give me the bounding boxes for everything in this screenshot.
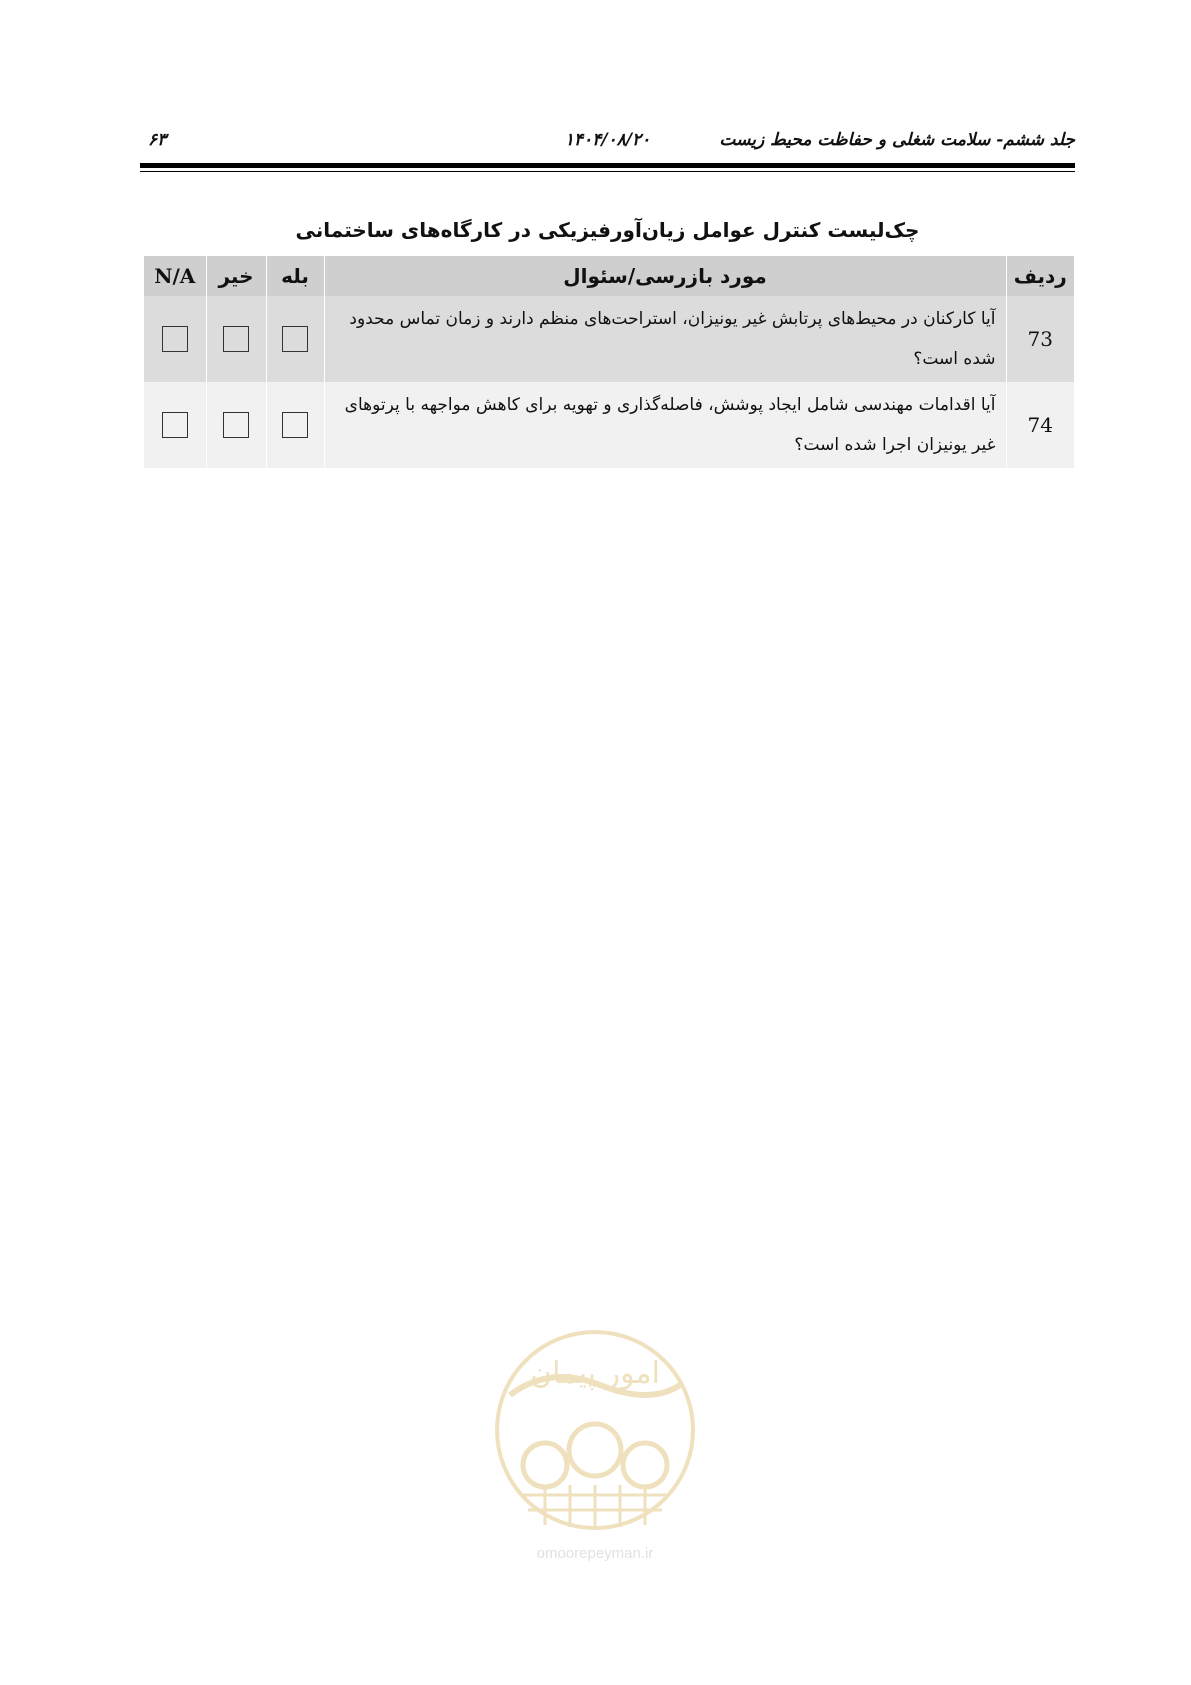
col-header-na: N/A	[144, 256, 206, 296]
table-header-row	[144, 256, 1074, 296]
table-row	[144, 296, 1074, 382]
col-header-no: خیر	[206, 256, 266, 296]
header-date: ۱۴۰۴/۰۸/۲۰	[564, 130, 651, 150]
col-header-yes: بله	[266, 256, 324, 296]
table-row	[144, 382, 1074, 468]
company-seal-logo-icon	[490, 1325, 700, 1540]
page-header	[140, 130, 1075, 160]
na-cell	[144, 296, 206, 382]
na-checkbox[interactable]	[162, 326, 188, 352]
yes-cell	[266, 382, 324, 468]
yes-cell	[266, 296, 324, 382]
col-header-row-number: ردیف	[1006, 256, 1074, 296]
watermark	[490, 1325, 700, 1575]
na-cell	[144, 382, 206, 468]
watermark-site: omoorepeyman.ir	[536, 1545, 654, 1562]
col-header-question: مورد بازرسی/سئوال	[324, 256, 1006, 296]
no-cell	[206, 296, 266, 382]
header-rule-thick	[140, 163, 1075, 168]
na-checkbox[interactable]	[162, 412, 188, 438]
yes-checkbox[interactable]	[282, 326, 308, 352]
row-number: 74	[1006, 382, 1074, 468]
row-question: آیا کارکنان در محیط‌های پرتابش غیر یونیزان، استراحت‌های منظم دارند و زمان تماس محدود شده است؟	[324, 296, 1006, 382]
header-rule-thin	[140, 171, 1075, 172]
page-number: ۶۳	[148, 130, 167, 150]
row-question: آیا اقدامات مهندسی شامل ایجاد پوشش، فاصله‌گذاری و تهویه برای کاهش مواجهه با پرتوهای غیر یونیزان اجرا شده است؟	[324, 382, 1006, 468]
no-checkbox[interactable]	[223, 326, 249, 352]
no-checkbox[interactable]	[223, 412, 249, 438]
checklist-table	[144, 256, 1074, 468]
no-cell	[206, 382, 266, 468]
checklist-title: چک‌لیست کنترل عوامل زیان‌آورفیزیکی در کارگاه‌های ساختمانی	[295, 218, 920, 242]
yes-checkbox[interactable]	[282, 412, 308, 438]
row-number: 73	[1006, 296, 1074, 382]
book-title: جلد ششم- سلامت شغلی و حفاظت محیط زیست	[719, 130, 1075, 150]
watermark-logo-text: امور پیمان	[530, 1356, 660, 1391]
